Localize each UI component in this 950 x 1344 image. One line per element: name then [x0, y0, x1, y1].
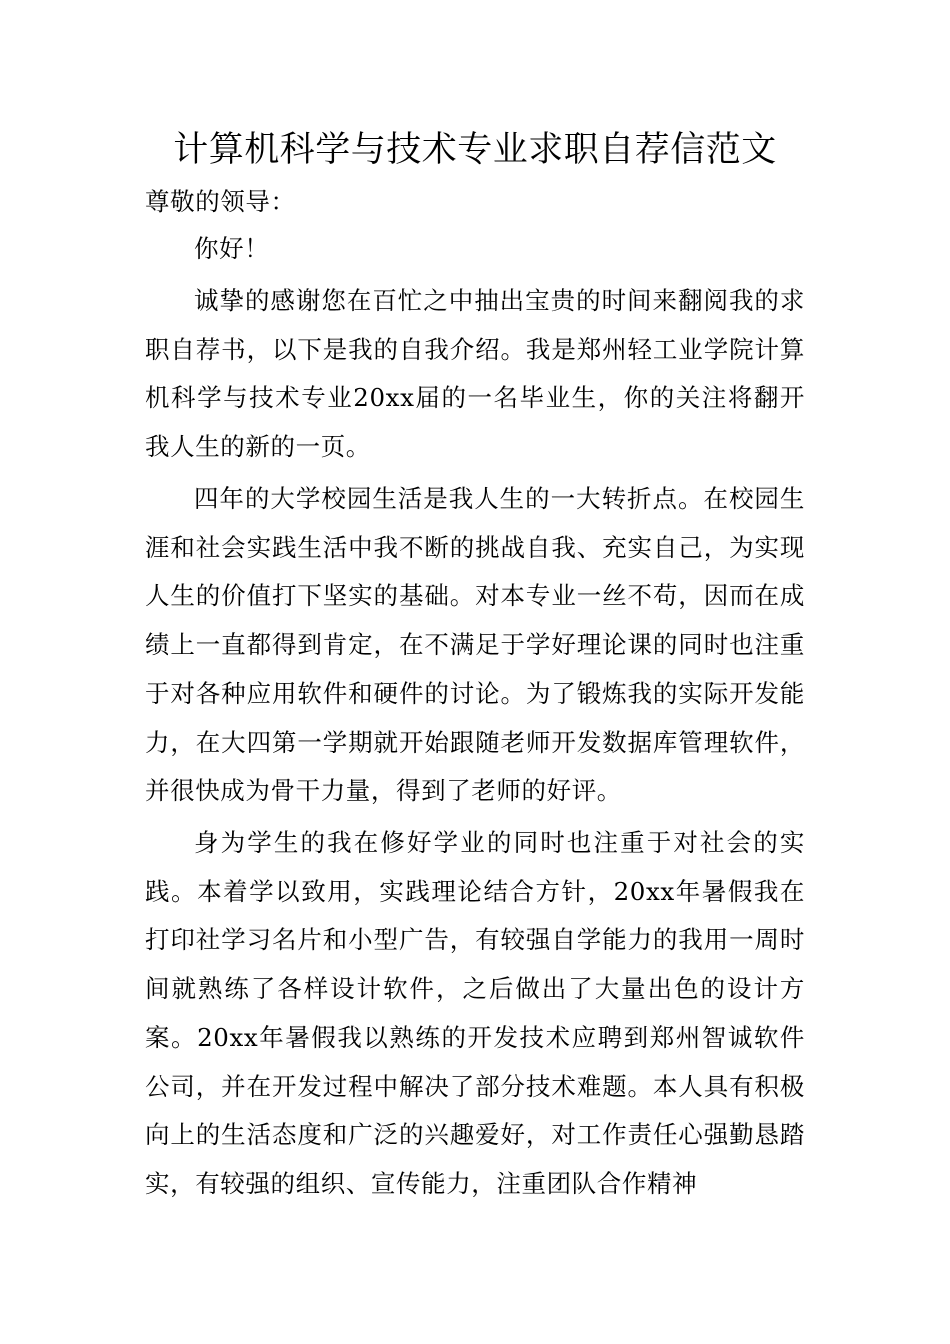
- paragraph-university-life: 四年的大学校园生活是我人生的一大转折点。在校园生涯和社会实践生活中我不断的挑战自我、充实自己，为实现人生的价值打下坚实的基础。对本专业一丝不苟，因而在成绩上一直都得到肯定，在不满足于学好理论课的同时也注重于对各种应用软件和硬件的讨论。为了锻炼我的实际开发能力，在大四第一学期就开始跟随老师开发数据库管理软件，并很快成为骨干力量，得到了老师的好评。: [145, 484, 805, 806]
- greeting: 你好！: [194, 234, 270, 263]
- paragraph-social-practice: 身为学生的我在修好学业的同时也注重于对社会的实践。本着学以致用，实践理论结合方针，20xx年暑假我在打印社学习名片和小型广告，有较强自学能力的我用一周时间就熟练了各样设计软件，之后做出了大量出色的设计方案。20xx年暑假我以熟练的开发技术应聘到郑州智诚软件公司，并在开发过程中解决了部分技术难题。本人具有积极向上的生活态度和广泛的兴趣爱好，对工作责任心强勤恳踏实，有较强的组织、宣传能力，注重团队合作精神: [145, 828, 805, 1198]
- paragraph-introduction: 诚挚的感谢您在百忙之中抽出宝贵的时间来翻阅我的求职自荐书，以下是我的自我介绍。我是郑州轻工业学院计算机科学与技术专业20xx届的一名毕业生，你的关注将翻开我人生的新的一页。: [145, 286, 805, 462]
- document-title: 计算机科学与技术专业求职自荐信范文: [173, 130, 777, 170]
- salutation: 尊敬的领导：: [145, 187, 296, 216]
